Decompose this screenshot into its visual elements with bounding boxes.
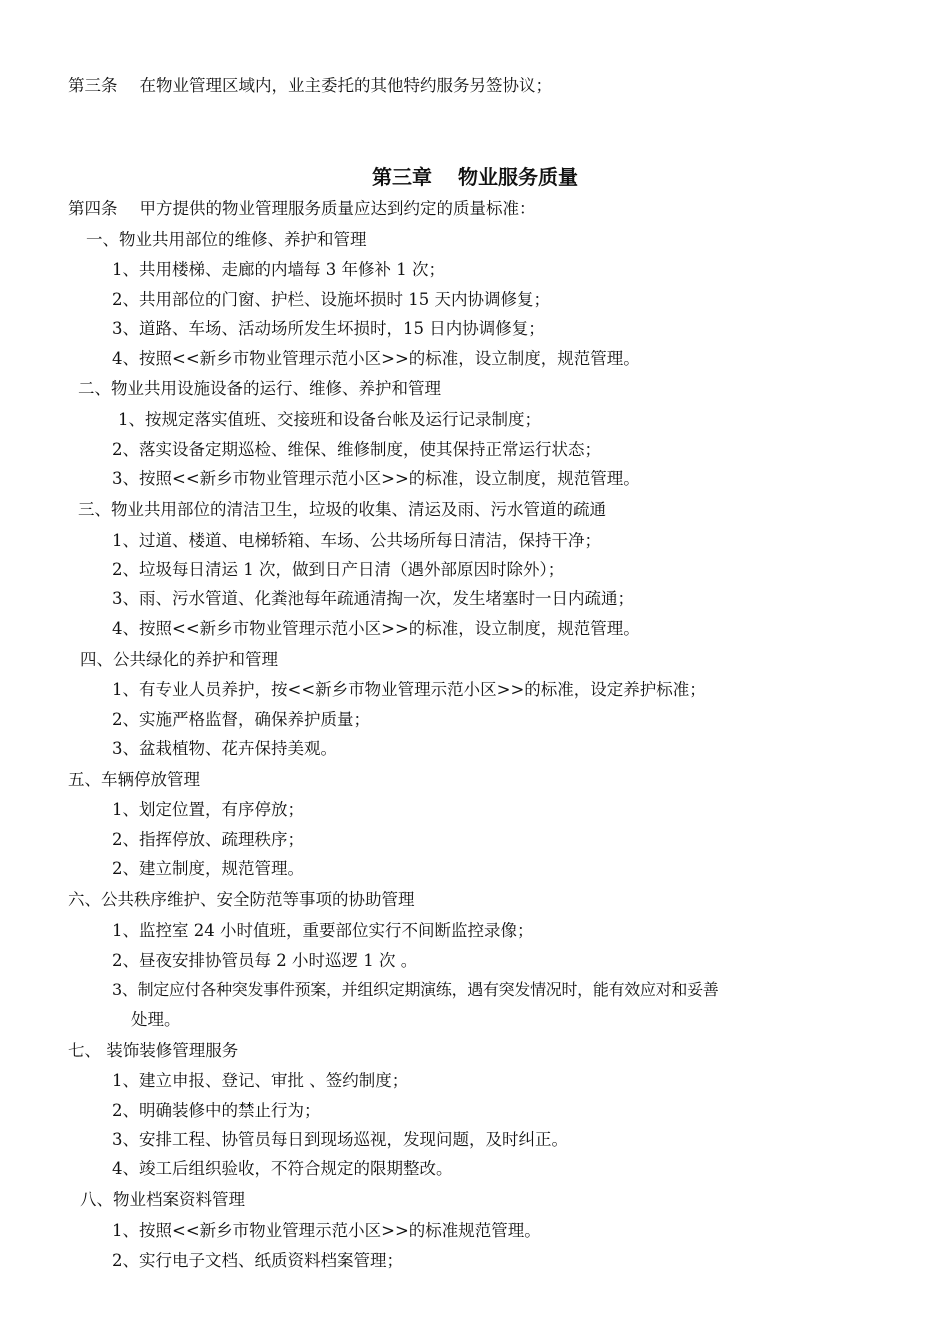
section-heading: 三、物业共用部位的清洁卫生，垃圾的收集、清运及雨、污水管道的疏通	[78, 500, 606, 519]
section-heading: 八、物业档案资料管理	[80, 1190, 245, 1209]
article-4-label: 第四条	[68, 199, 118, 218]
section-item: 1、划定位置，有序停放；	[112, 800, 304, 819]
section-item: 1、按照<<新乡市物业管理示范小区>>的标准规范管理。	[112, 1221, 541, 1240]
section-heading: 五、车辆停放管理	[68, 770, 200, 789]
section-item: 3、制定应付各种突发事件预案，并组织定期演练，遇有突发情况时，能有效应对和妥善	[112, 980, 719, 999]
section-heading: 四、公共绿化的养护和管理	[80, 650, 278, 669]
section-item: 4、竣工后组织验收，不符合规定的限期整改。	[112, 1159, 453, 1178]
section-item: 3、雨、污水管道、化粪池每年疏通清掏一次，发生堵塞时一日内疏通；	[112, 589, 634, 608]
section-item: 2、建立制度，规范管理。	[112, 859, 304, 878]
section-item: 1、有专业人员养护，按<<新乡市物业管理示范小区>>的标准，设定养护标准；	[112, 680, 706, 699]
section-item: 2、实施严格监督，确保养护质量；	[112, 710, 370, 729]
article-4-text: 甲方提供的物业管理服务质量应达到约定的质量标准：	[139, 199, 536, 218]
section-heading: 二、物业共用设施设备的运行、维修、养护和管理	[78, 379, 441, 398]
section-item: 2、昼夜安排协管员每 2 小时巡逻 1 次 。	[112, 951, 418, 970]
section-item: 3、按照<<新乡市物业管理示范小区>>的标准，设立制度，规范管理。	[112, 469, 640, 488]
section-item: 2、共用部位的门窗、护栏、设施坏损时 15 天内协调修复；	[112, 290, 550, 309]
section-item: 1、共用楼梯、走廊的内墙每 3 年修补 1 次；	[112, 260, 445, 279]
section-item: 2、明确装修中的禁止行为；	[112, 1101, 321, 1120]
section-heading: 六、公共秩序维护、安全防范等事项的协助管理	[68, 890, 415, 909]
section-item: 1、按规定落实值班、交接班和设备台帐及运行记录制度；	[118, 410, 541, 429]
article-3-text: 在物业管理区域内，业主委托的其他特约服务另签协议；	[139, 76, 552, 95]
chapter-title	[0, 163, 950, 191]
section-item: 2、指挥停放、疏理秩序；	[112, 830, 304, 849]
section-item: 2、垃圾每日清运 1 次，做到日产日清（遇外部原因时除外）；	[112, 560, 565, 579]
section-item: 1、建立申报、登记、审批 、签约制度；	[112, 1071, 409, 1090]
article-4	[68, 198, 536, 220]
section-heading: 七、 装饰装修管理服务	[68, 1041, 239, 1060]
chapter-number: 第三章	[372, 165, 432, 189]
section-item: 4、按照<<新乡市物业管理示范小区>>的标准，设立制度，规范管理。	[112, 619, 640, 638]
section-item: 3、安排工程、协管员每日到现场巡视，发现问题，及时纠正。	[112, 1130, 568, 1149]
chapter-name: 物业服务质量	[458, 165, 578, 189]
article-3	[68, 75, 552, 97]
section-item: 2、落实设备定期巡检、维保、维修制度，使其保持正常运行状态；	[112, 440, 601, 459]
section-item-continuation: 处理。	[131, 1010, 181, 1029]
section-item: 2、实行电子文档、纸质资料档案管理；	[112, 1251, 403, 1270]
section-item: 1、监控室 24 小时值班，重要部位实行不间断监控录像；	[112, 921, 534, 940]
article-3-label: 第三条	[68, 76, 118, 95]
section-item: 3、道路、车场、活动场所发生坏损时，15 日内协调修复；	[112, 319, 545, 338]
section-item: 4、按照<<新乡市物业管理示范小区>>的标准，设立制度，规范管理。	[112, 349, 640, 368]
section-heading: 一、物业共用部位的维修、养护和管理	[86, 230, 367, 249]
section-item: 1、过道、楼道、电梯轿箱、车场、公共场所每日清洁，保持干净；	[112, 531, 601, 550]
section-item: 3、盆栽植物、花卉保持美观。	[112, 739, 337, 758]
